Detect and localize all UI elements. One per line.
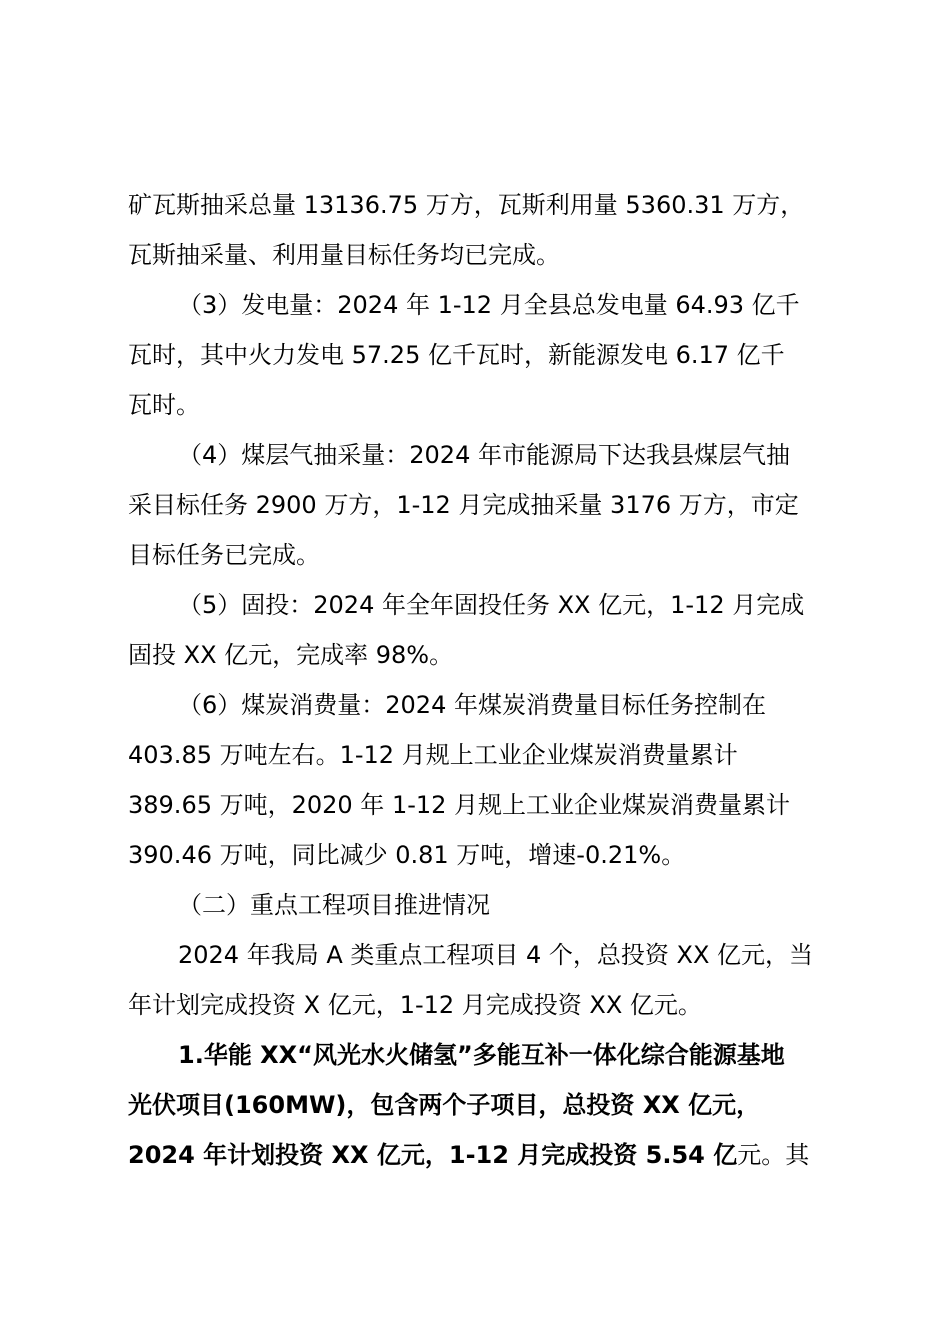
text-line xyxy=(128,1140,809,1170)
section-heading: （二）重点工程项目推进情况 xyxy=(178,891,490,919)
text-line: 采目标任务 2900 万方，1-12 月完成抽采量 3176 万方，市定 xyxy=(128,491,799,519)
text-line: 390.46 万吨，同比减少 0.81 万吨，增速-0.21%。 xyxy=(128,841,686,869)
text-line: （3）发电量：2024 年 1-12 月全县总发电量 64.93 亿千 xyxy=(178,291,800,319)
text-line: 403.85 万吨左右。1-12 月规上工业企业煤炭消费量累计 xyxy=(128,741,738,769)
text-line: （4）煤层气抽采量：2024 年市能源局下达我县煤层气抽 xyxy=(178,441,790,469)
text-line: 389.65 万吨，2020 年 1-12 月规上工业企业煤炭消费量累计 xyxy=(128,791,791,819)
text-line: （6）煤炭消费量：2024 年煤炭消费量目标任务控制在 xyxy=(178,691,766,719)
text-line: 年计划完成投资 X 亿元，1-12 月完成投资 XX 亿元。 xyxy=(128,991,702,1019)
text-line: 矿瓦斯抽采总量 13136.75 万方，瓦斯利用量 5360.31 万方， xyxy=(128,191,805,219)
project-heading-line: 光伏项目(160MW)，包含两个子项目，总投资 XX 亿元， xyxy=(128,1091,761,1119)
text-line: 瓦斯抽采量、利用量目标任务均已完成。 xyxy=(128,241,560,269)
project-heading-line: 2024 年计划投资 XX 亿元，1-12 月完成投资 5.54 亿 xyxy=(128,1141,738,1169)
text-line-tail: 元。其 xyxy=(737,1141,810,1169)
text-line: 固投 XX 亿元，完成率 98%。 xyxy=(128,641,454,669)
text-line: 2024 年我局 A 类重点工程项目 4 个，总投资 XX 亿元，当 xyxy=(178,941,814,969)
text-line: （5）固投：2024 年全年固投任务 XX 亿元，1-12 月完成 xyxy=(178,591,805,619)
text-line: 目标任务已完成。 xyxy=(128,541,320,569)
project-heading-line: 1.华能 XX“风光水火储氢”多能互补一体化综合能源基地 xyxy=(178,1041,785,1069)
text-line: 瓦时。 xyxy=(128,391,200,419)
text-line: 瓦时，其中火力发电 57.25 亿千瓦时，新能源发电 6.17 亿千 xyxy=(128,341,785,369)
